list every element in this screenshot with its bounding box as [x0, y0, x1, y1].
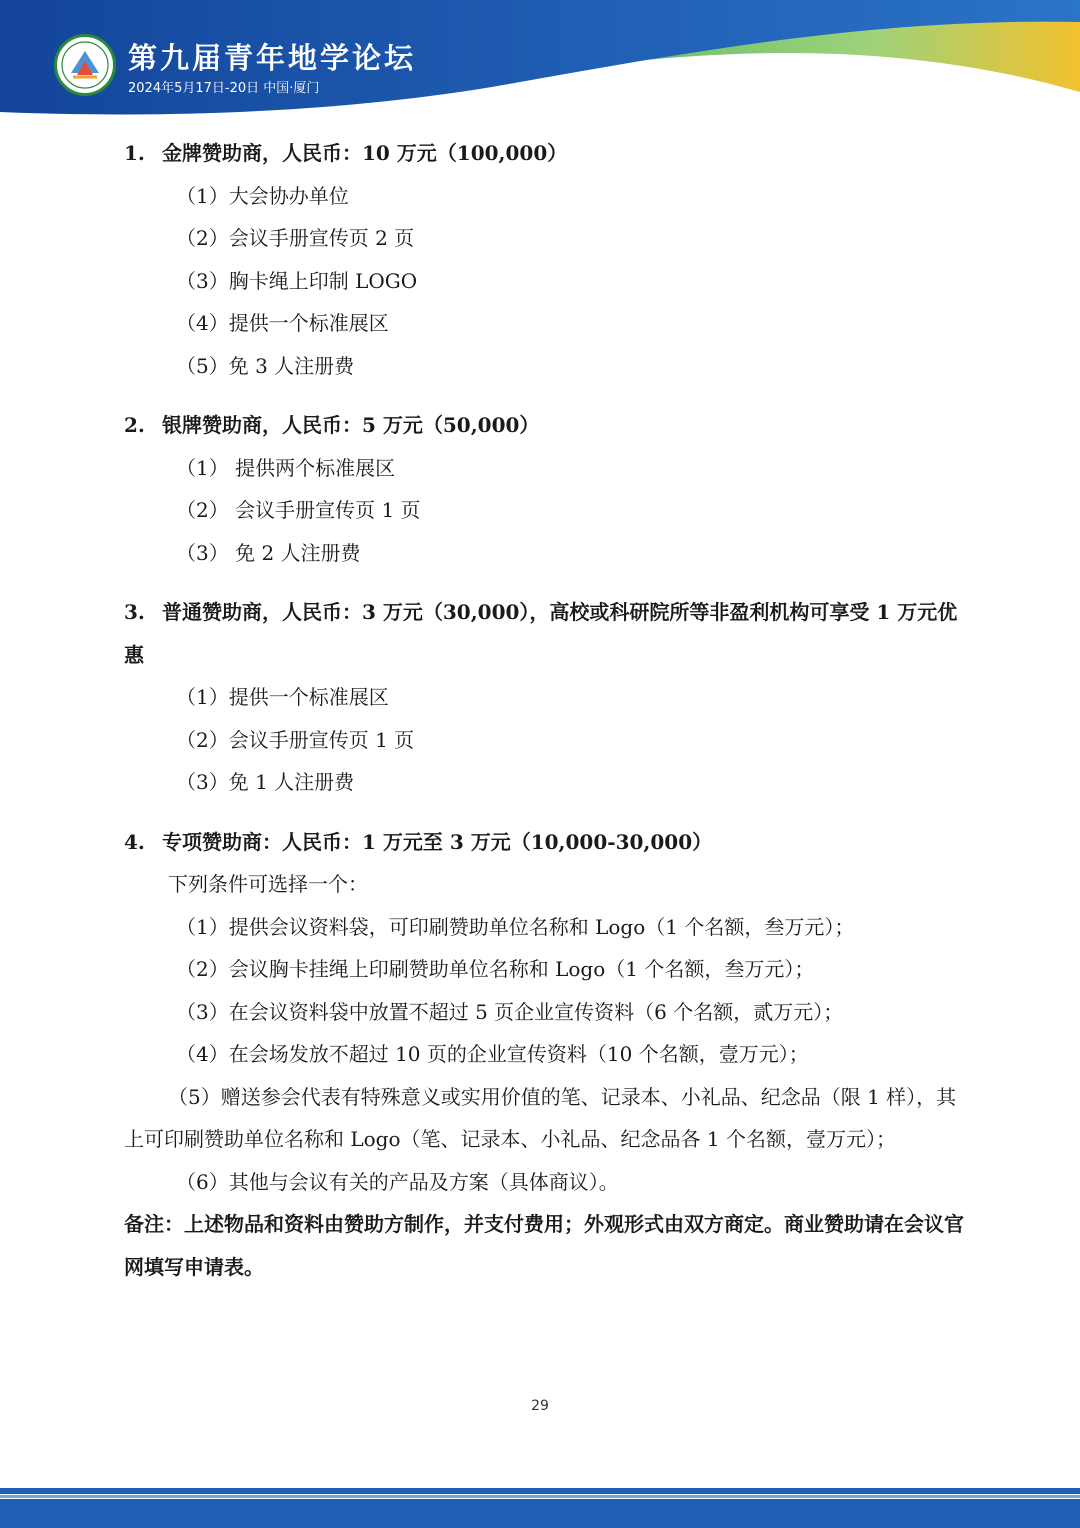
list-item: （1）大会协办单位 — [176, 183, 349, 208]
list-item: （2）会议手册宣传页 2 页 — [176, 226, 415, 250]
list-item: （3） 免 2 人注册费 — [176, 540, 361, 565]
list-item: （2）会议胸卡挂绳上印刷赞助单位名称和 Logo（1 个名额，叁万元）； — [176, 957, 815, 981]
list-item: （6）其他与会议有关的产品及方案（具体商议）。 — [176, 1169, 619, 1194]
section-1-heading: 1. 金牌赞助商，人民币：10 万元（100,000） — [124, 141, 568, 165]
list-item: （3）胸卡绳上印制 LOGO — [176, 268, 418, 293]
document-body — [124, 132, 964, 1288]
list-item: （4）在会场发放不超过 10 页的企业宣传资料（10 个名额，壹万元）； — [176, 1042, 809, 1066]
list-item: （3）在会议资料袋中放置不超过 5 页企业宣传资料（6 个名额，贰万元）； — [176, 999, 844, 1024]
footer-bar — [0, 1488, 1080, 1528]
list-item: （1）提供一个标准展区 — [176, 685, 389, 709]
section-4-heading: 4. 专项赞助商：人民币：1 万元至 3 万元（10,000-30,000） — [124, 829, 713, 854]
list-item: （5）免 3 人注册费 — [176, 353, 355, 378]
page-number: 29 — [531, 1398, 549, 1414]
section-3-heading: 3. 普通赞助商，人民币：3 万元（30,000），高校或科研院所等非盈利机构可享受 1 万元优惠 — [124, 600, 958, 667]
section-2-heading: 2. 银牌赞助商，人民币：5 万元（50,000） — [124, 413, 540, 437]
list-item: （3）免 1 人注册费 — [176, 770, 355, 794]
list-item: （1）提供会议资料袋，可印刷赞助单位名称和 Logo（1 个名额，叁万元）； — [176, 914, 855, 939]
list-item: （1） 提供两个标准展区 — [176, 455, 396, 480]
page-header — [0, 0, 1080, 130]
remark-note: 备注：上述物品和资料由赞助方制作，并支付费用；外观形式由双方商定。商业赞助请在会议官网填写申请表。 — [124, 1212, 964, 1279]
list-item: （2）会议手册宣传页 1 页 — [176, 727, 415, 752]
list-item-wrapped: （5）赠送参会代表有特殊意义或实用价值的笔、记录本、小礼品、纪念品（限 1 样），其上可印刷赞助单位名称和 Logo（笔、记录本、小礼品、纪念品各 1 个名额，壹万元）； — [124, 1084, 957, 1151]
conference-date-place: 2024年5月17日-20日 中国·厦门 — [128, 81, 320, 96]
list-item: （2） 会议手册宣传页 1 页 — [176, 498, 421, 522]
list-item: （4）提供一个标准展区 — [176, 311, 389, 335]
section-4-intro: 下列条件可选择一个： — [168, 872, 368, 896]
forum-logo — [54, 34, 116, 96]
conference-title: 第九届青年地学论坛 — [128, 41, 417, 75]
